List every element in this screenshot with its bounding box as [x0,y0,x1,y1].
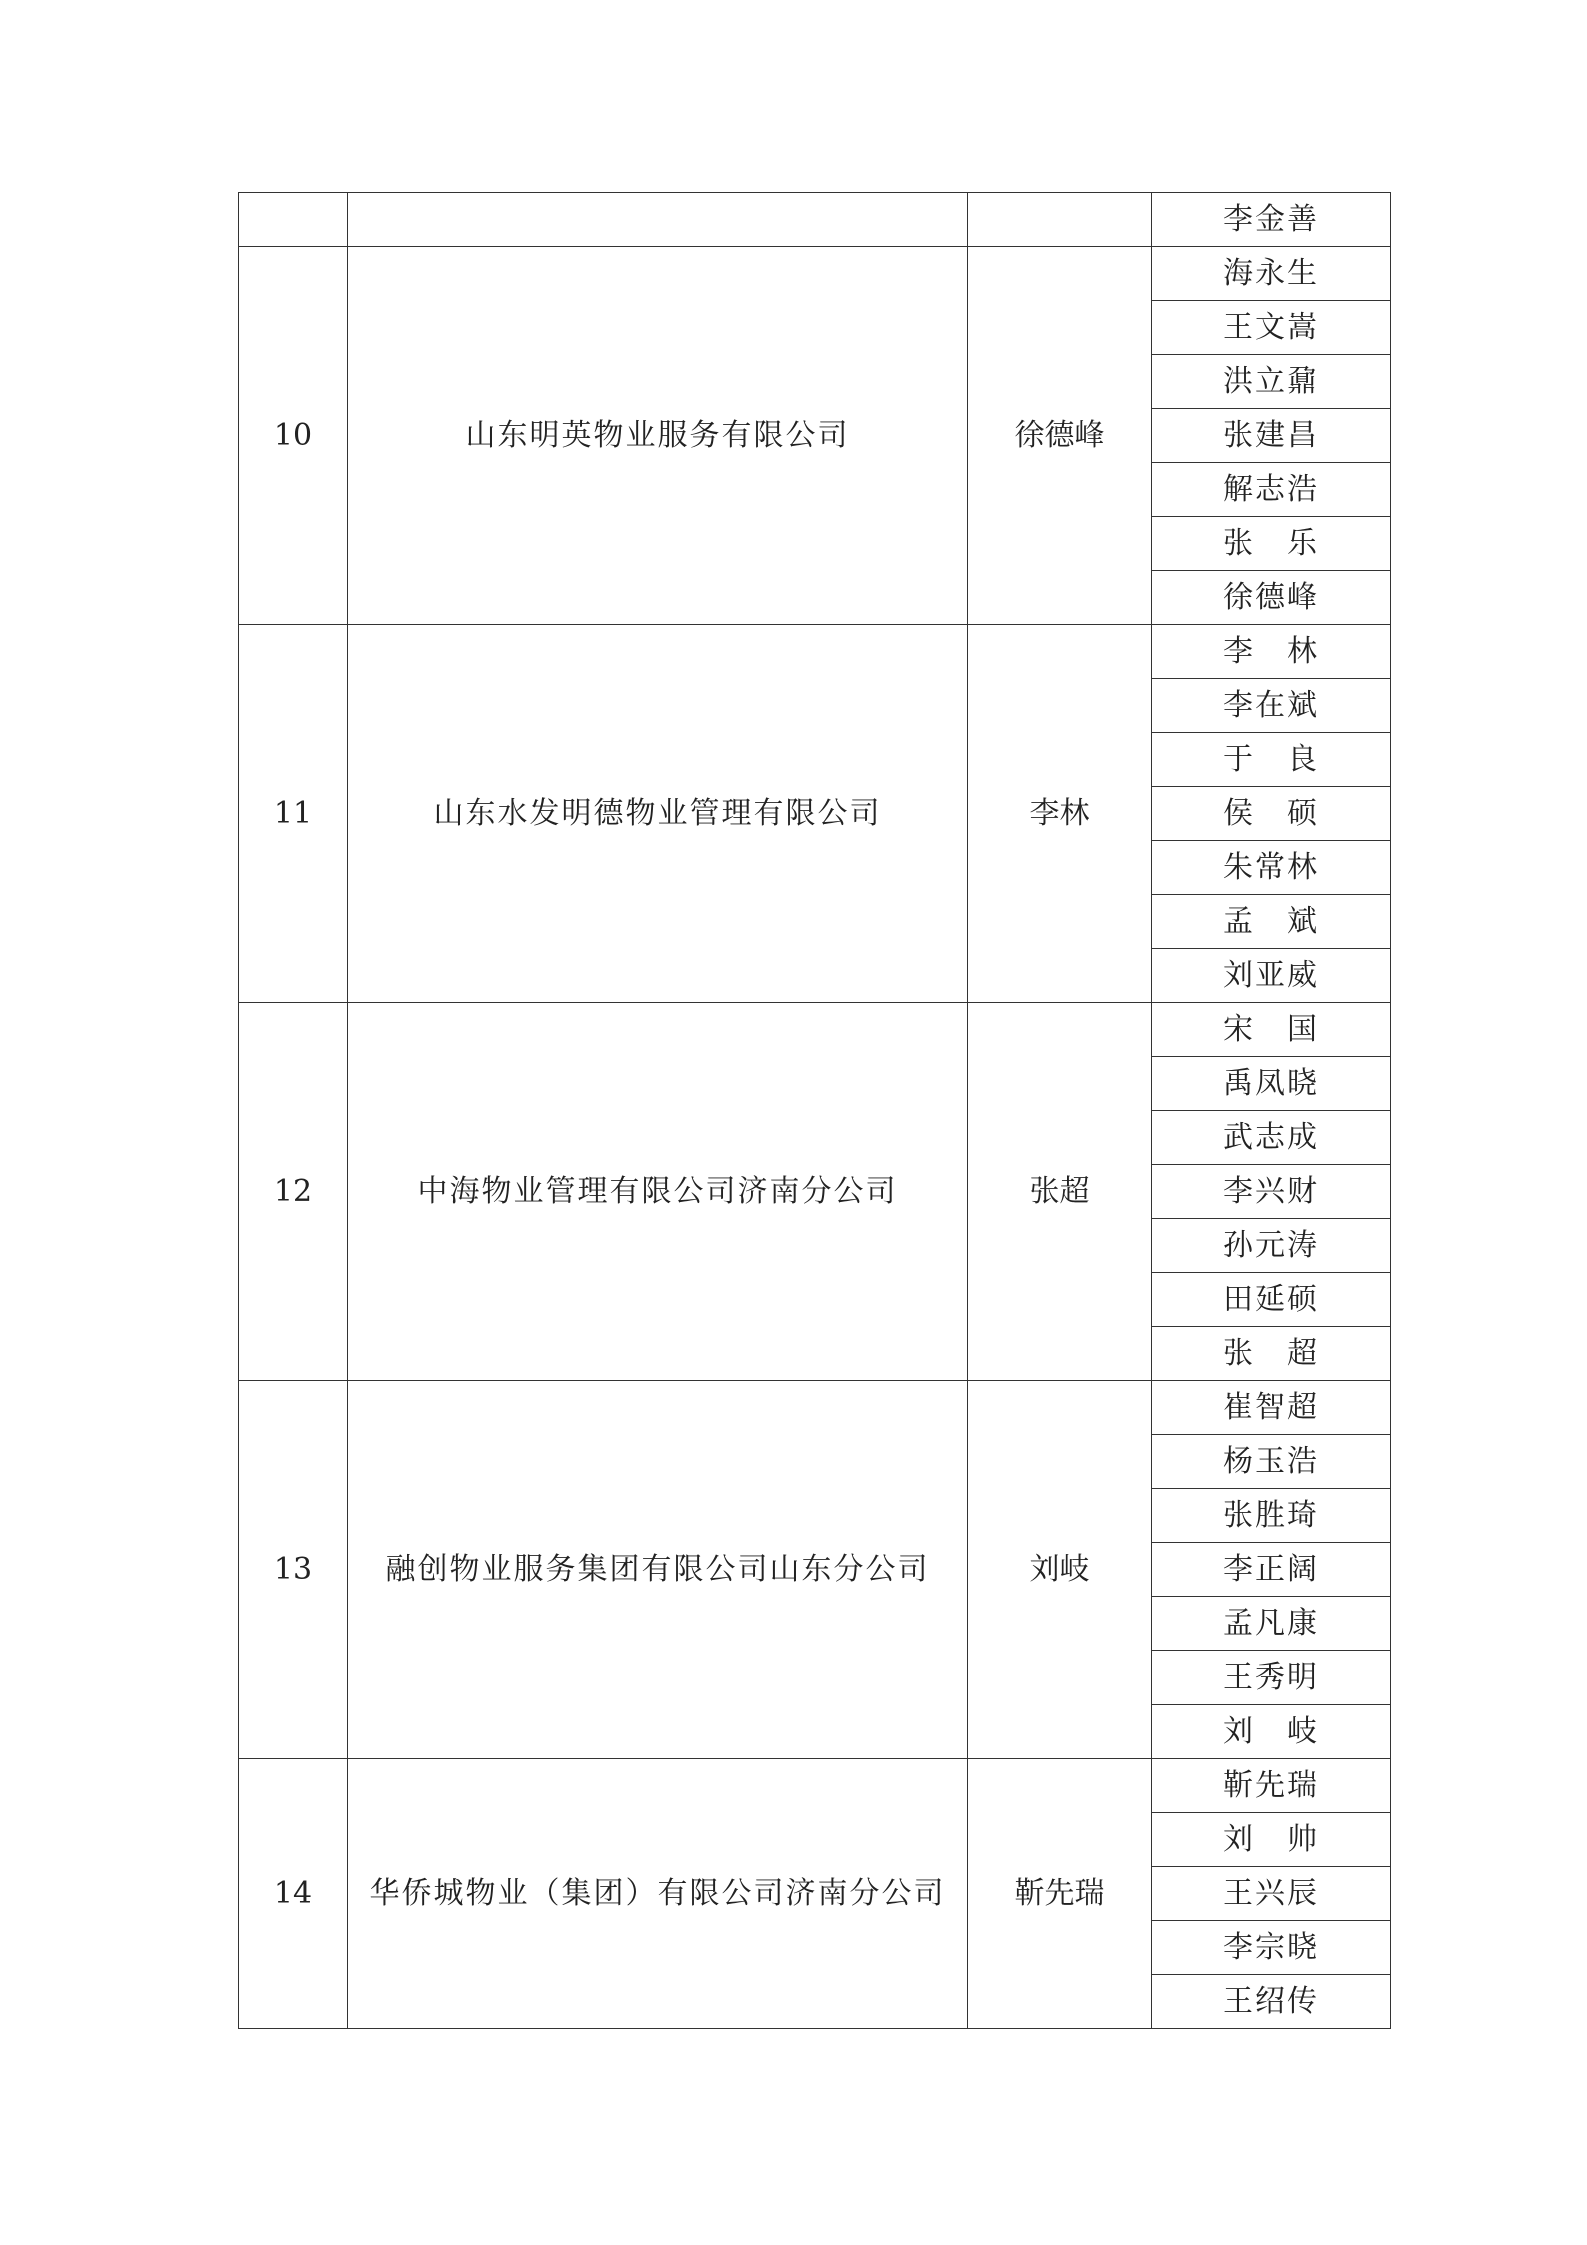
member-name-cell: 孙元涛 [1152,1219,1391,1273]
member-name-cell: 田延硕 [1152,1273,1391,1327]
member-name-cell: 王绍传 [1152,1975,1391,2029]
company-name-cell: 融创物业服务集团有限公司山东分公司 [348,1381,968,1759]
member-name-cell: 李金善 [1152,193,1391,247]
leader-name-cell: 徐德峰 [968,247,1152,625]
member-name-cell: 武志成 [1152,1111,1391,1165]
member-name-cell: 张 超 [1152,1327,1391,1381]
member-name-cell: 朱常林 [1152,841,1391,895]
row-number-cell: 11 [239,625,348,1003]
row-number-cell: 14 [239,1759,348,2029]
member-name-cell: 侯 硕 [1152,787,1391,841]
member-name-cell: 崔智超 [1152,1381,1391,1435]
member-name-cell: 刘 岐 [1152,1705,1391,1759]
table-row [239,1759,1391,1813]
company-name-cell: 山东明英物业服务有限公司 [348,247,968,625]
row-number-cell [239,193,348,247]
table-row [239,247,1391,301]
leader-name-cell: 李林 [968,625,1152,1003]
member-name-cell: 海永生 [1152,247,1391,301]
company-member-table [238,192,1391,2029]
member-name-cell: 王兴辰 [1152,1867,1391,1921]
member-name-cell: 张 乐 [1152,517,1391,571]
member-name-cell: 靳先瑞 [1152,1759,1391,1813]
member-name-cell: 张建昌 [1152,409,1391,463]
table-row [239,1003,1391,1057]
row-number-cell: 13 [239,1381,348,1759]
member-name-cell: 李正阔 [1152,1543,1391,1597]
row-number-cell: 10 [239,247,348,625]
member-name-cell: 李在斌 [1152,679,1391,733]
table-row [239,625,1391,679]
company-name-cell: 中海物业管理有限公司济南分公司 [348,1003,968,1381]
member-name-cell: 洪立鼐 [1152,355,1391,409]
member-name-cell: 禹凤晓 [1152,1057,1391,1111]
member-name-cell: 孟 斌 [1152,895,1391,949]
member-name-cell: 王秀明 [1152,1651,1391,1705]
member-name-cell: 解志浩 [1152,463,1391,517]
member-name-cell: 张胜琦 [1152,1489,1391,1543]
row-number-cell: 12 [239,1003,348,1381]
leader-name-cell: 张超 [968,1003,1152,1381]
member-name-cell: 李兴财 [1152,1165,1391,1219]
company-name-cell: 华侨城物业（集团）有限公司济南分公司 [348,1759,968,2029]
member-name-cell: 宋 国 [1152,1003,1391,1057]
member-name-cell: 于 良 [1152,733,1391,787]
member-name-cell: 孟凡康 [1152,1597,1391,1651]
table-body [239,193,1391,2029]
company-member-table-container [238,192,1390,2029]
member-name-cell: 刘 帅 [1152,1813,1391,1867]
table-row [239,193,1391,247]
leader-name-cell: 刘岐 [968,1381,1152,1759]
member-name-cell: 杨玉浩 [1152,1435,1391,1489]
member-name-cell: 王文嵩 [1152,301,1391,355]
company-name-cell [348,193,968,247]
member-name-cell: 李 林 [1152,625,1391,679]
table-row [239,1381,1391,1435]
member-name-cell: 李宗晓 [1152,1921,1391,1975]
member-name-cell: 刘亚威 [1152,949,1391,1003]
member-name-cell: 徐德峰 [1152,571,1391,625]
company-name-cell: 山东水发明德物业管理有限公司 [348,625,968,1003]
leader-name-cell [968,193,1152,247]
leader-name-cell: 靳先瑞 [968,1759,1152,2029]
